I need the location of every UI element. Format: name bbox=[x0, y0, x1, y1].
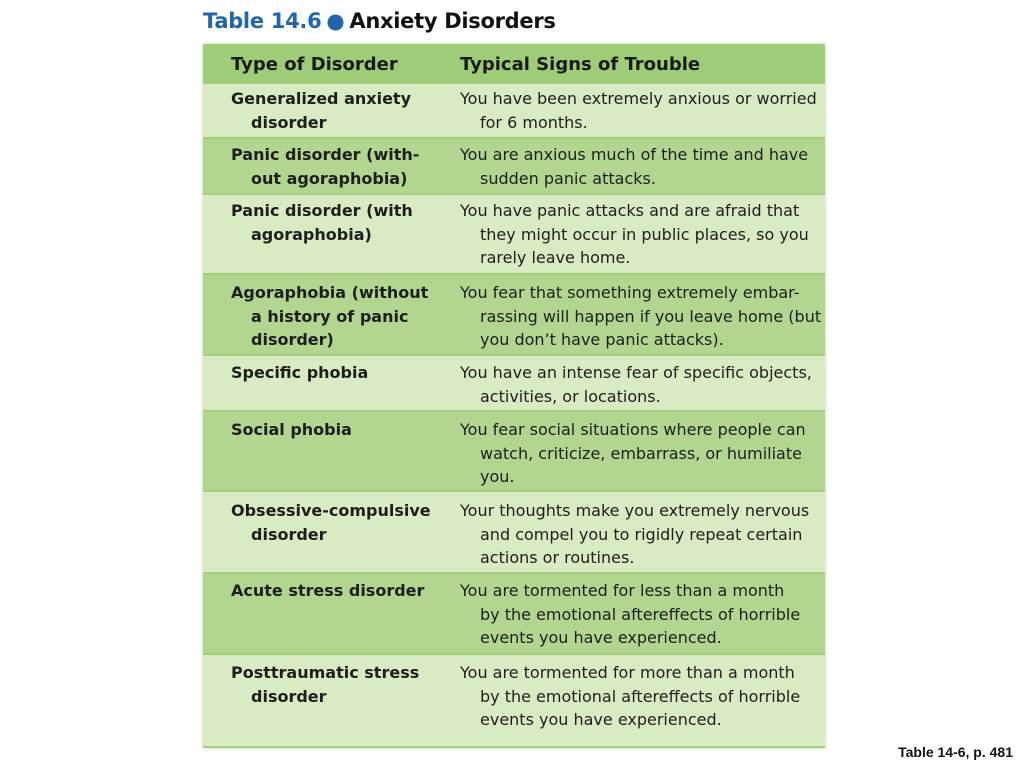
header-typical-signs: Typical Signs of Trouble bbox=[460, 54, 701, 75]
cell-line: events you have experienced. bbox=[480, 628, 722, 647]
cell-line: Obsessive-compulsive bbox=[231, 501, 431, 520]
cell-line: disorder) bbox=[251, 330, 334, 349]
signs-cell bbox=[460, 199, 820, 270]
disorder-type-cell bbox=[231, 281, 449, 352]
signs-cell bbox=[460, 143, 820, 190]
disorder-type-cell bbox=[231, 418, 449, 442]
cell-line: You have an intense fear of specific objects, bbox=[460, 363, 812, 382]
table-row bbox=[203, 356, 825, 410]
cell-line: out agoraphobia) bbox=[251, 168, 408, 188]
cell-line: rarely leave home. bbox=[480, 248, 631, 267]
table-row bbox=[203, 574, 825, 653]
signs-cell bbox=[460, 499, 820, 570]
cell-line: Panic disorder (with- bbox=[231, 145, 420, 164]
disorder-type-cell bbox=[231, 143, 449, 190]
cell-line: Generalized anxiety bbox=[231, 89, 411, 108]
table-title bbox=[203, 9, 556, 33]
cell-line: a history of panic bbox=[251, 306, 409, 326]
table-row bbox=[203, 275, 825, 354]
cell-line: Panic disorder (with bbox=[231, 201, 413, 220]
cell-line: by the emotional aftereffects of horrible bbox=[480, 604, 801, 624]
cell-line: and compel you to rigidly repeat certain bbox=[480, 524, 803, 544]
signs-cell bbox=[460, 87, 820, 134]
table-name: Anxiety Disorders bbox=[349, 9, 556, 33]
cell-line: Social phobia bbox=[231, 420, 352, 439]
cell-line: Posttraumatic stress bbox=[231, 663, 420, 682]
cell-line: You have panic attacks and are afraid that bbox=[460, 201, 800, 220]
cell-line: actions or routines. bbox=[480, 548, 635, 567]
disorder-type-cell bbox=[231, 579, 449, 603]
cell-line: You fear that something extremely embar- bbox=[460, 283, 800, 302]
cell-line: disorder bbox=[251, 524, 327, 544]
cell-line: disorder bbox=[251, 686, 327, 706]
cell-line: Specific phobia bbox=[231, 363, 369, 382]
cell-line: you don’t have panic attacks). bbox=[480, 330, 724, 349]
source-caption: Table 14-6, p. 481 bbox=[898, 744, 1013, 760]
cell-line: You are tormented for less than a month bbox=[460, 581, 785, 600]
title-bullet: ● bbox=[326, 9, 345, 33]
cell-line: You have been extremely anxious or worried bbox=[460, 89, 817, 108]
cell-line: Your thoughts make you extremely nervous bbox=[460, 501, 810, 520]
cell-line: activities, or locations. bbox=[480, 386, 661, 406]
cell-line: You are anxious much of the time and have bbox=[460, 145, 809, 164]
disorder-type-cell bbox=[231, 499, 449, 546]
disorder-type-cell bbox=[231, 199, 449, 246]
cell-line: You fear social situations where people can bbox=[460, 420, 806, 439]
table-number: Table 14.6 bbox=[203, 9, 322, 33]
disorder-type-cell bbox=[231, 361, 449, 385]
table-row bbox=[203, 139, 825, 193]
cell-line: disorder bbox=[251, 112, 327, 132]
signs-cell bbox=[460, 361, 820, 408]
table-row bbox=[203, 492, 825, 572]
table-row bbox=[203, 84, 825, 137]
signs-cell bbox=[460, 661, 820, 732]
table-row bbox=[203, 412, 825, 490]
cell-line: rassing will happen if you leave home (but bbox=[480, 306, 822, 326]
anxiety-disorders-table bbox=[203, 44, 825, 748]
header-type-of-disorder: Type of Disorder bbox=[231, 54, 398, 75]
cell-line: by the emotional aftereffects of horrible bbox=[480, 686, 801, 706]
disorder-type-cell bbox=[231, 87, 449, 134]
cell-line: agoraphobia) bbox=[251, 224, 372, 244]
cell-line: they might occur in public places, so you bbox=[480, 224, 809, 244]
disorder-type-cell bbox=[231, 661, 449, 708]
table-row bbox=[203, 195, 825, 273]
cell-line: You are tormented for more than a month bbox=[460, 663, 795, 682]
cell-line: Acute stress disorder bbox=[231, 581, 425, 600]
signs-cell bbox=[460, 418, 820, 489]
signs-cell bbox=[460, 281, 820, 352]
cell-line: Agoraphobia (without bbox=[231, 283, 429, 302]
cell-line: you. bbox=[480, 467, 515, 486]
table-header-row bbox=[203, 48, 825, 82]
cell-line: sudden panic attacks. bbox=[480, 168, 656, 188]
table-row bbox=[203, 655, 825, 746]
cell-line: watch, criticize, embarrass, or humiliate bbox=[480, 443, 802, 463]
cell-line: events you have experienced. bbox=[480, 710, 722, 729]
cell-line: for 6 months. bbox=[480, 112, 588, 132]
signs-cell bbox=[460, 579, 820, 650]
